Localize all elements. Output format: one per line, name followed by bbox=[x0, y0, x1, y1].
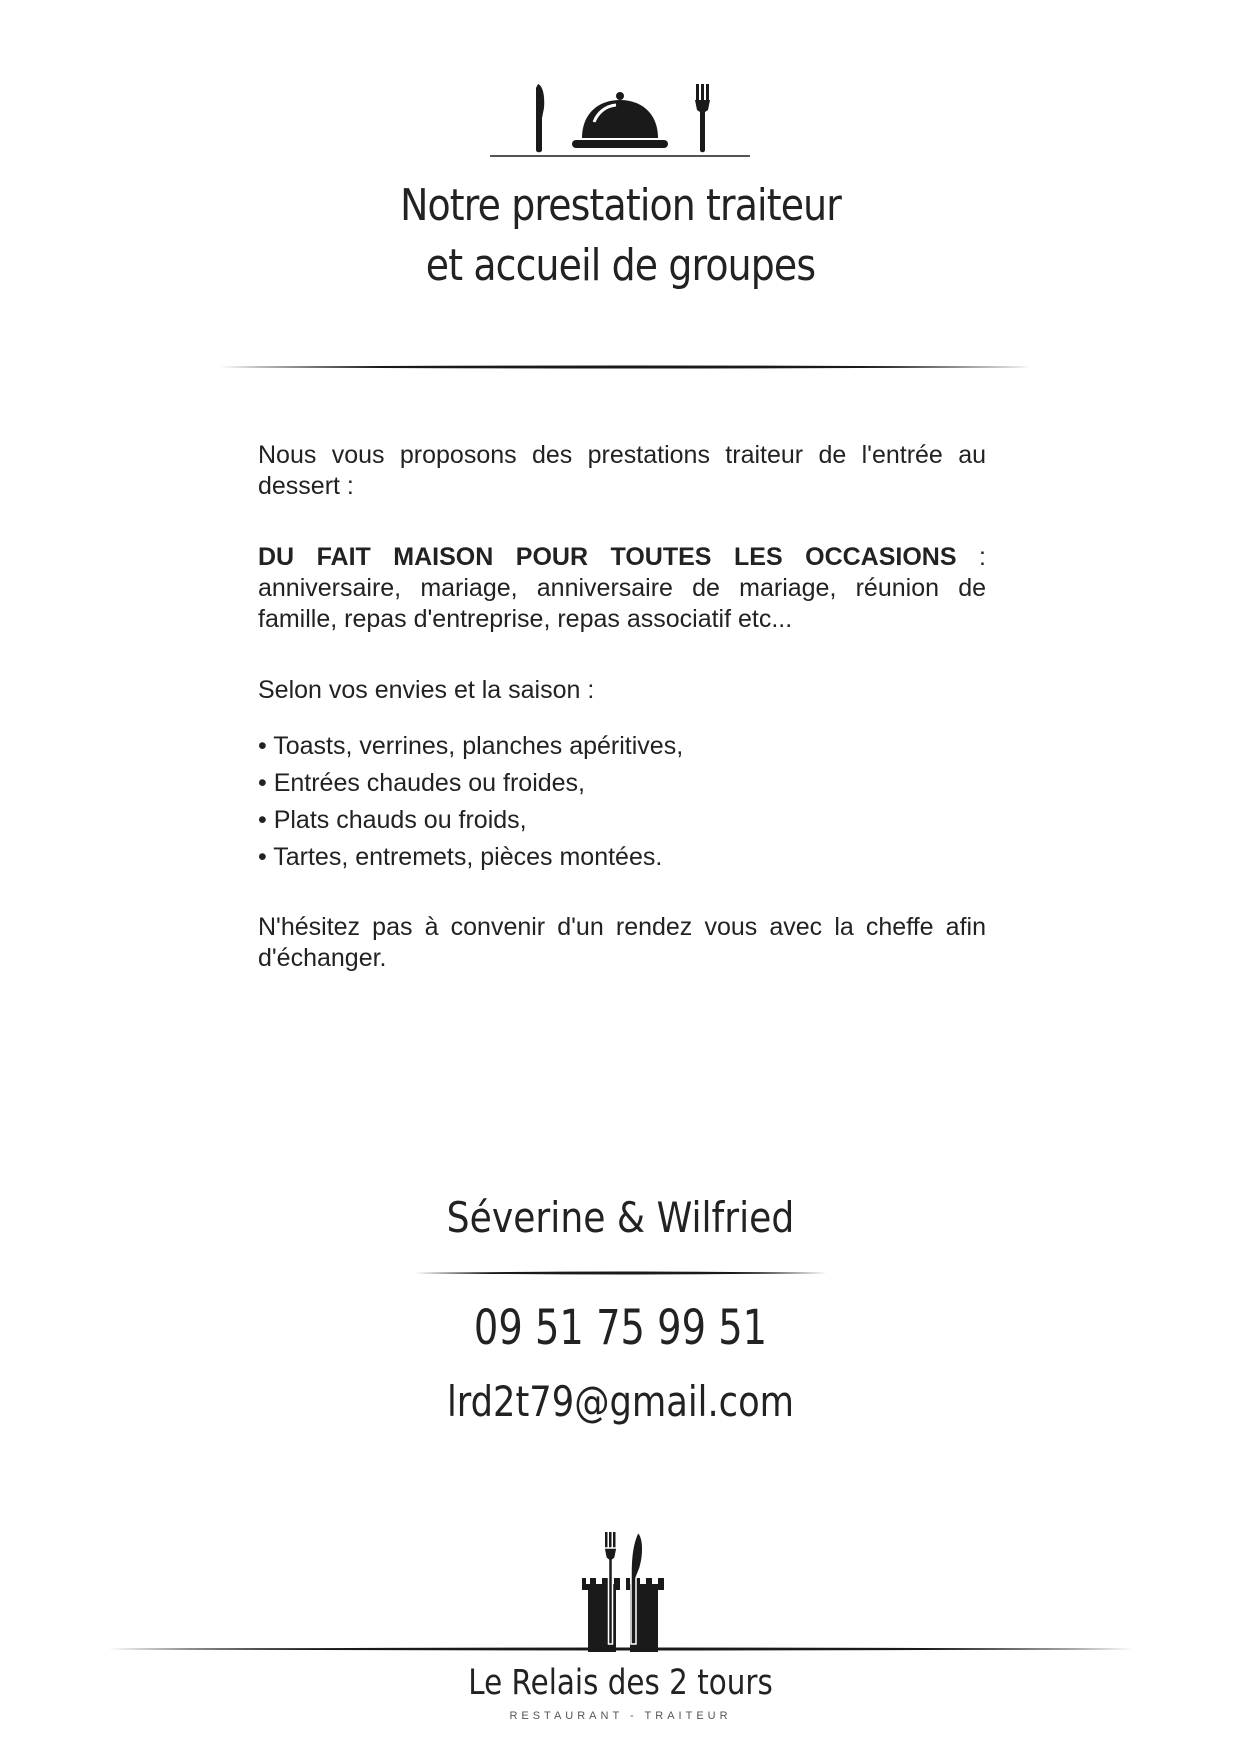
title-line-2: et accueil de groupes bbox=[425, 240, 816, 291]
list-item: • Tartes, entremets, pièces montées. bbox=[258, 843, 663, 871]
brand-name: Le Relais des 2 tours bbox=[468, 1663, 773, 1703]
email-address: lrd2t79@gmail.com bbox=[446, 1377, 795, 1426]
divider bbox=[415, 1270, 827, 1276]
tower-fork-knife-logo-icon bbox=[580, 1532, 666, 1652]
phone-number: 09 51 75 99 51 bbox=[473, 1300, 768, 1356]
brand-tagline: RESTAURANT - TRAITEUR bbox=[509, 1710, 732, 1722]
occasions-heading: DU FAIT MAISON POUR TOUTES LES OCCASIONS bbox=[258, 543, 957, 571]
page-title bbox=[87, 176, 1154, 296]
divider bbox=[108, 1646, 1133, 1652]
list-item: • Toasts, verrines, planches apéritives, bbox=[258, 732, 684, 760]
season-label: Selon vos envies et la saison : bbox=[258, 676, 595, 704]
occasions-text: : anniversaire, mariage, anniversaire de mariage, réunion de famille, repas d'entreprise, repas associatif etc... bbox=[258, 543, 986, 633]
divider bbox=[220, 364, 1030, 370]
title-line-1: Notre prestation traiteur bbox=[400, 180, 841, 231]
occasions-paragraph bbox=[258, 542, 986, 635]
list-item: • Entrées chaudes ou froides, bbox=[258, 769, 586, 797]
signature: Séverine & Wilfried bbox=[446, 1193, 795, 1242]
closing-paragraph: N'hésitez pas à convenir d'un rendez vous avec la cheffe afin d'échanger. bbox=[258, 913, 986, 972]
intro-paragraph: Nous vous proposons des prestations traiteur de l'entrée au dessert : bbox=[258, 441, 986, 500]
cloche-knife-fork-icon bbox=[490, 78, 750, 160]
list-item: • Plats chauds ou froids, bbox=[258, 806, 527, 834]
season-list bbox=[258, 728, 986, 876]
